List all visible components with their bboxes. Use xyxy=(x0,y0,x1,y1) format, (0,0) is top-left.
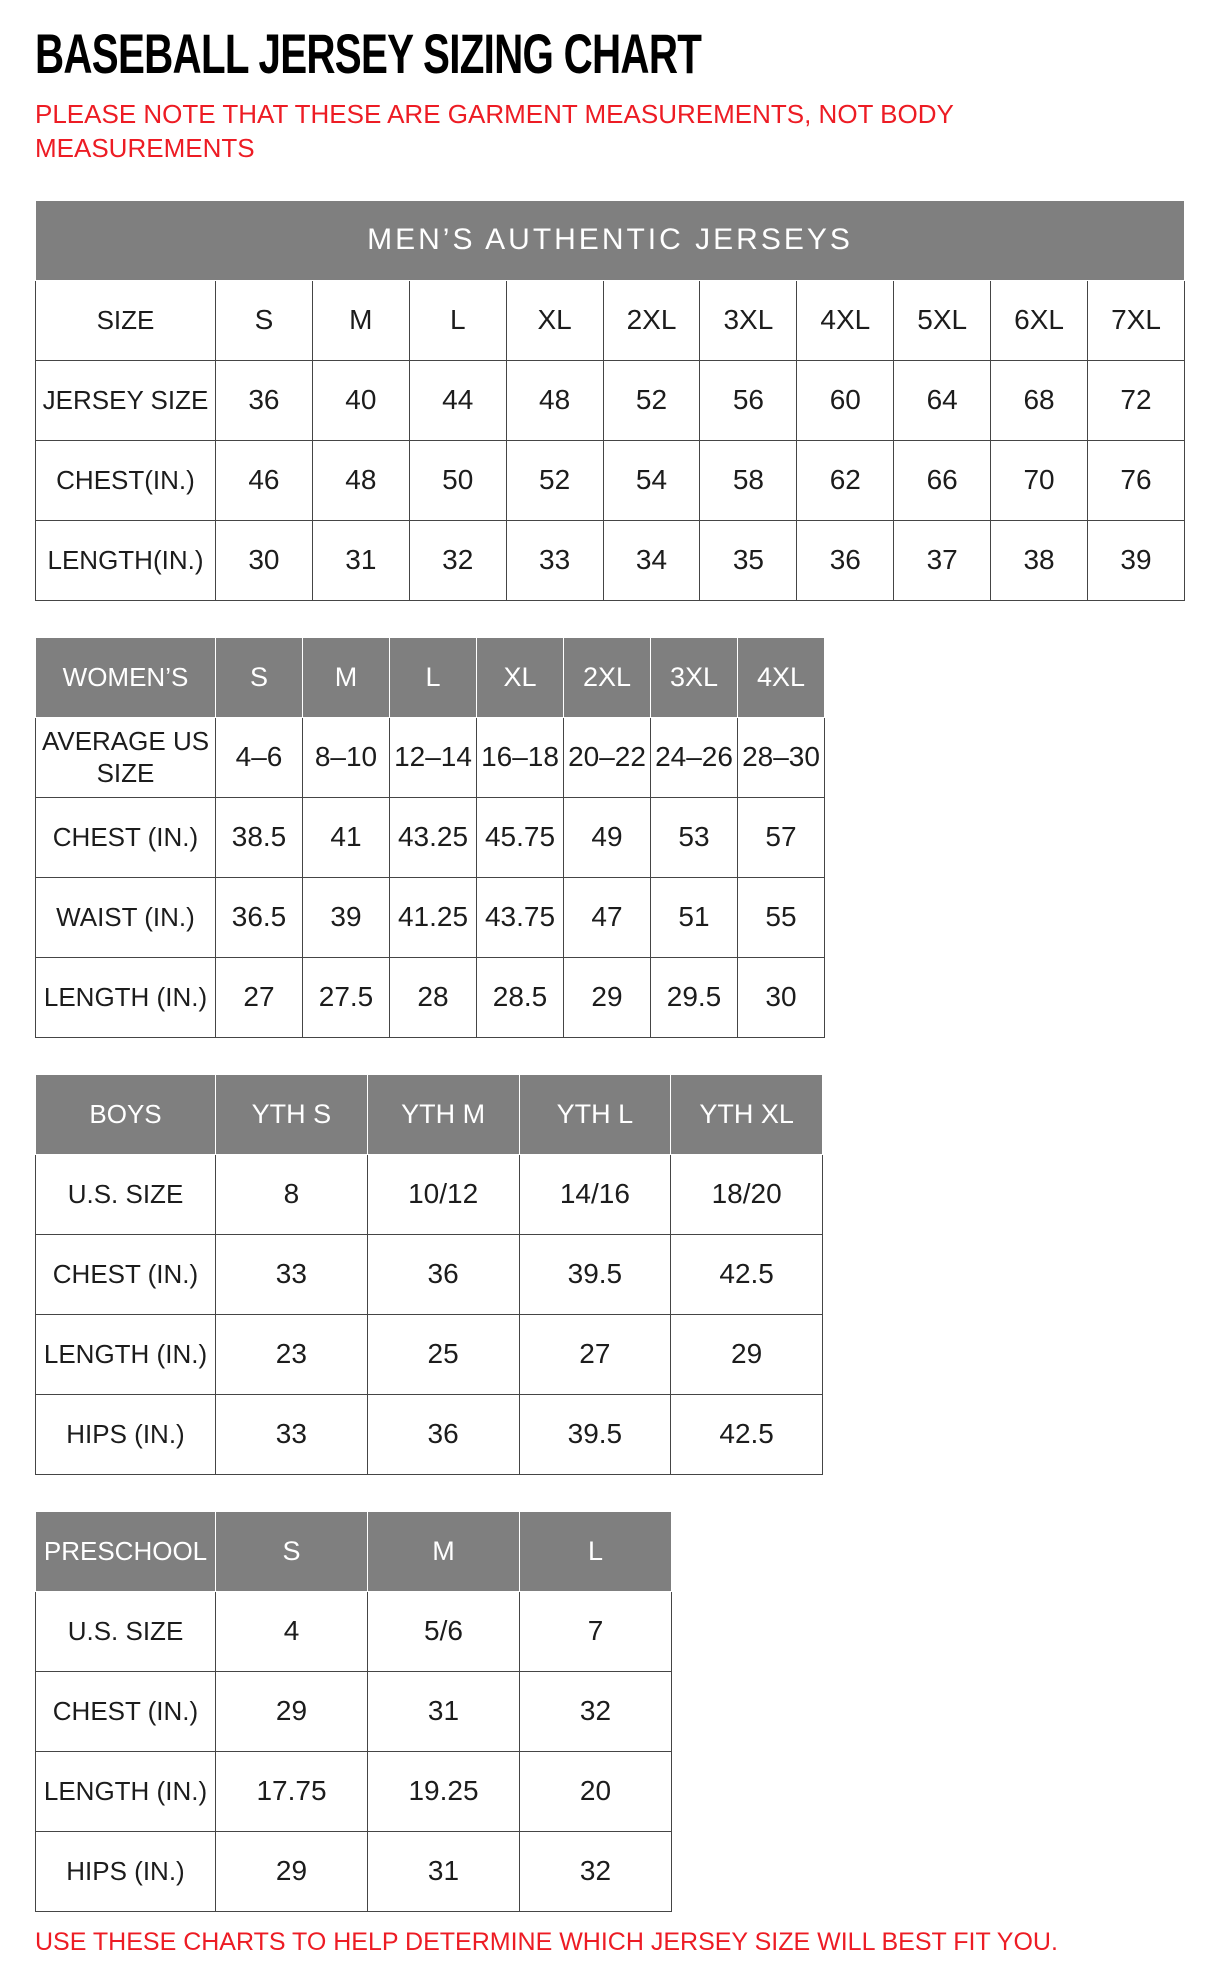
value-cell: 41.25 xyxy=(390,877,477,957)
value-cell: 44 xyxy=(409,360,506,440)
table-row xyxy=(36,877,825,957)
value-cell: 33 xyxy=(216,1394,368,1474)
value-cell: 42.5 xyxy=(671,1234,823,1314)
value-cell: 48 xyxy=(312,440,409,520)
row-label: AVERAGE US SIZE xyxy=(36,717,216,797)
value-cell: 29.5 xyxy=(651,957,738,1037)
value-cell: 30 xyxy=(216,520,313,600)
column-header: YTH XL xyxy=(671,1074,823,1154)
value-cell: 14/16 xyxy=(519,1154,671,1234)
value-cell: 30 xyxy=(738,957,825,1037)
column-header: M xyxy=(303,637,390,717)
womens-sizing-table xyxy=(35,637,825,1038)
value-cell: 43.25 xyxy=(390,797,477,877)
table-row xyxy=(36,1671,672,1751)
value-cell: 2XL xyxy=(603,280,700,360)
table-row xyxy=(36,1591,672,1671)
row-label: LENGTH (IN.) xyxy=(36,1751,216,1831)
value-cell: 28 xyxy=(390,957,477,1037)
preschool-header-label: PRESCHOOL xyxy=(36,1511,216,1591)
column-header: L xyxy=(390,637,477,717)
column-header: M xyxy=(368,1511,520,1591)
row-label: CHEST (IN.) xyxy=(36,797,216,877)
column-header: XL xyxy=(477,637,564,717)
value-cell: 49 xyxy=(564,797,651,877)
value-cell: 72 xyxy=(1088,360,1185,440)
value-cell: 36 xyxy=(367,1394,519,1474)
value-cell: 57 xyxy=(738,797,825,877)
value-cell: S xyxy=(216,280,313,360)
value-cell: 48 xyxy=(506,360,603,440)
preschool-sizing-table xyxy=(35,1511,672,1912)
value-cell: 47 xyxy=(564,877,651,957)
row-label: LENGTH(IN.) xyxy=(36,520,216,600)
value-cell: 46 xyxy=(216,440,313,520)
value-cell: 4–6 xyxy=(216,717,303,797)
header-row xyxy=(36,1074,823,1154)
value-cell: 25 xyxy=(367,1314,519,1394)
value-cell: L xyxy=(409,280,506,360)
value-cell: 64 xyxy=(894,360,991,440)
table-row xyxy=(36,520,1185,600)
value-cell: 7XL xyxy=(1088,280,1185,360)
value-cell: 36 xyxy=(216,360,313,440)
value-cell: 42.5 xyxy=(671,1394,823,1474)
row-label: CHEST (IN.) xyxy=(36,1671,216,1751)
value-cell: 3XL xyxy=(700,280,797,360)
value-cell: 33 xyxy=(506,520,603,600)
table-row xyxy=(36,1751,672,1831)
value-cell: 29 xyxy=(671,1314,823,1394)
table-row xyxy=(36,957,825,1037)
table-row xyxy=(36,1314,823,1394)
row-label: U.S. SIZE xyxy=(36,1591,216,1671)
column-header: 4XL xyxy=(738,637,825,717)
row-label: CHEST (IN.) xyxy=(36,1234,216,1314)
value-cell: 20 xyxy=(520,1751,672,1831)
value-cell: 55 xyxy=(738,877,825,957)
row-label: CHEST(IN.) xyxy=(36,440,216,520)
womens-header-label: WOMEN’S xyxy=(36,637,216,717)
value-cell: 60 xyxy=(797,360,894,440)
column-header: YTH L xyxy=(519,1074,671,1154)
value-cell: 68 xyxy=(991,360,1088,440)
banner-row xyxy=(36,200,1185,280)
value-cell: 39 xyxy=(1088,520,1185,600)
value-cell: 27.5 xyxy=(303,957,390,1037)
column-header: YTH S xyxy=(216,1074,368,1154)
value-cell: 36 xyxy=(367,1234,519,1314)
value-cell: 28.5 xyxy=(477,957,564,1037)
value-cell: 4 xyxy=(216,1591,368,1671)
row-label: JERSEY SIZE xyxy=(36,360,216,440)
column-header: S xyxy=(216,1511,368,1591)
page-title: BASEBALL JERSEY SIZING CHART xyxy=(35,22,702,85)
mens-authentic-jerseys-table xyxy=(35,200,1185,601)
value-cell: 36 xyxy=(797,520,894,600)
row-label: HIPS (IN.) xyxy=(36,1394,216,1474)
value-cell: 51 xyxy=(651,877,738,957)
value-cell: 16–18 xyxy=(477,717,564,797)
value-cell: 45.75 xyxy=(477,797,564,877)
table-row xyxy=(36,1394,823,1474)
value-cell: 62 xyxy=(797,440,894,520)
table-row xyxy=(36,1154,823,1234)
value-cell: 53 xyxy=(651,797,738,877)
mens-banner: MEN’S AUTHENTIC JERSEYS xyxy=(36,200,1185,280)
value-cell: 35 xyxy=(700,520,797,600)
value-cell: 52 xyxy=(506,440,603,520)
value-cell: 27 xyxy=(216,957,303,1037)
measurement-note: PLEASE NOTE THAT THESE ARE GARMENT MEASUREMENTS, NOT BODY MEASUREMENTS xyxy=(35,99,954,163)
value-cell: 38.5 xyxy=(216,797,303,877)
value-cell: 56 xyxy=(700,360,797,440)
value-cell: 40 xyxy=(312,360,409,440)
table-row xyxy=(36,440,1185,520)
footer-note: USE THESE CHARTS TO HELP DETERMINE WHICH JERSEY SIZE WILL BEST FIT YOU. xyxy=(35,1927,1058,1956)
value-cell: 5/6 xyxy=(368,1591,520,1671)
table-row xyxy=(36,360,1185,440)
value-cell: 58 xyxy=(700,440,797,520)
value-cell: 33 xyxy=(216,1234,368,1314)
table-row xyxy=(36,280,1185,360)
value-cell: 8–10 xyxy=(303,717,390,797)
table-row xyxy=(36,797,825,877)
value-cell: 10/12 xyxy=(367,1154,519,1234)
value-cell: XL xyxy=(506,280,603,360)
value-cell: 43.75 xyxy=(477,877,564,957)
value-cell: 5XL xyxy=(894,280,991,360)
value-cell: 17.75 xyxy=(216,1751,368,1831)
value-cell: 23 xyxy=(216,1314,368,1394)
value-cell: 34 xyxy=(603,520,700,600)
value-cell: 54 xyxy=(603,440,700,520)
value-cell: 18/20 xyxy=(671,1154,823,1234)
row-label: U.S. SIZE xyxy=(36,1154,216,1234)
value-cell: 50 xyxy=(409,440,506,520)
value-cell: 32 xyxy=(409,520,506,600)
value-cell: 27 xyxy=(519,1314,671,1394)
header-row xyxy=(36,637,825,717)
value-cell: 28–30 xyxy=(738,717,825,797)
value-cell: 20–22 xyxy=(564,717,651,797)
header-row xyxy=(36,1511,672,1591)
value-cell: 39.5 xyxy=(519,1394,671,1474)
value-cell: 31 xyxy=(368,1831,520,1911)
value-cell: 41 xyxy=(303,797,390,877)
value-cell: 29 xyxy=(564,957,651,1037)
value-cell: 4XL xyxy=(797,280,894,360)
value-cell: M xyxy=(312,280,409,360)
column-header: YTH M xyxy=(367,1074,519,1154)
value-cell: 31 xyxy=(312,520,409,600)
value-cell: 76 xyxy=(1088,440,1185,520)
row-label: HIPS (IN.) xyxy=(36,1831,216,1911)
boys-sizing-table xyxy=(35,1074,823,1475)
row-label: LENGTH (IN.) xyxy=(36,1314,216,1394)
table-row xyxy=(36,1831,672,1911)
table-row xyxy=(36,1234,823,1314)
value-cell: 32 xyxy=(520,1831,672,1911)
value-cell: 66 xyxy=(894,440,991,520)
value-cell: 38 xyxy=(991,520,1088,600)
value-cell: 7 xyxy=(520,1591,672,1671)
row-label: SIZE xyxy=(36,280,216,360)
value-cell: 31 xyxy=(368,1671,520,1751)
value-cell: 39.5 xyxy=(519,1234,671,1314)
value-cell: 29 xyxy=(216,1831,368,1911)
value-cell: 24–26 xyxy=(651,717,738,797)
column-header: 2XL xyxy=(564,637,651,717)
value-cell: 29 xyxy=(216,1671,368,1751)
value-cell: 19.25 xyxy=(368,1751,520,1831)
value-cell: 32 xyxy=(520,1671,672,1751)
column-header: L xyxy=(520,1511,672,1591)
value-cell: 8 xyxy=(216,1154,368,1234)
value-cell: 70 xyxy=(991,440,1088,520)
value-cell: 6XL xyxy=(991,280,1088,360)
row-label: LENGTH (IN.) xyxy=(36,957,216,1037)
column-header: S xyxy=(216,637,303,717)
table-row xyxy=(36,717,825,797)
value-cell: 52 xyxy=(603,360,700,440)
column-header: 3XL xyxy=(651,637,738,717)
value-cell: 37 xyxy=(894,520,991,600)
value-cell: 12–14 xyxy=(390,717,477,797)
value-cell: 36.5 xyxy=(216,877,303,957)
value-cell: 39 xyxy=(303,877,390,957)
boys-header-label: BOYS xyxy=(36,1074,216,1154)
row-label: WAIST (IN.) xyxy=(36,877,216,957)
